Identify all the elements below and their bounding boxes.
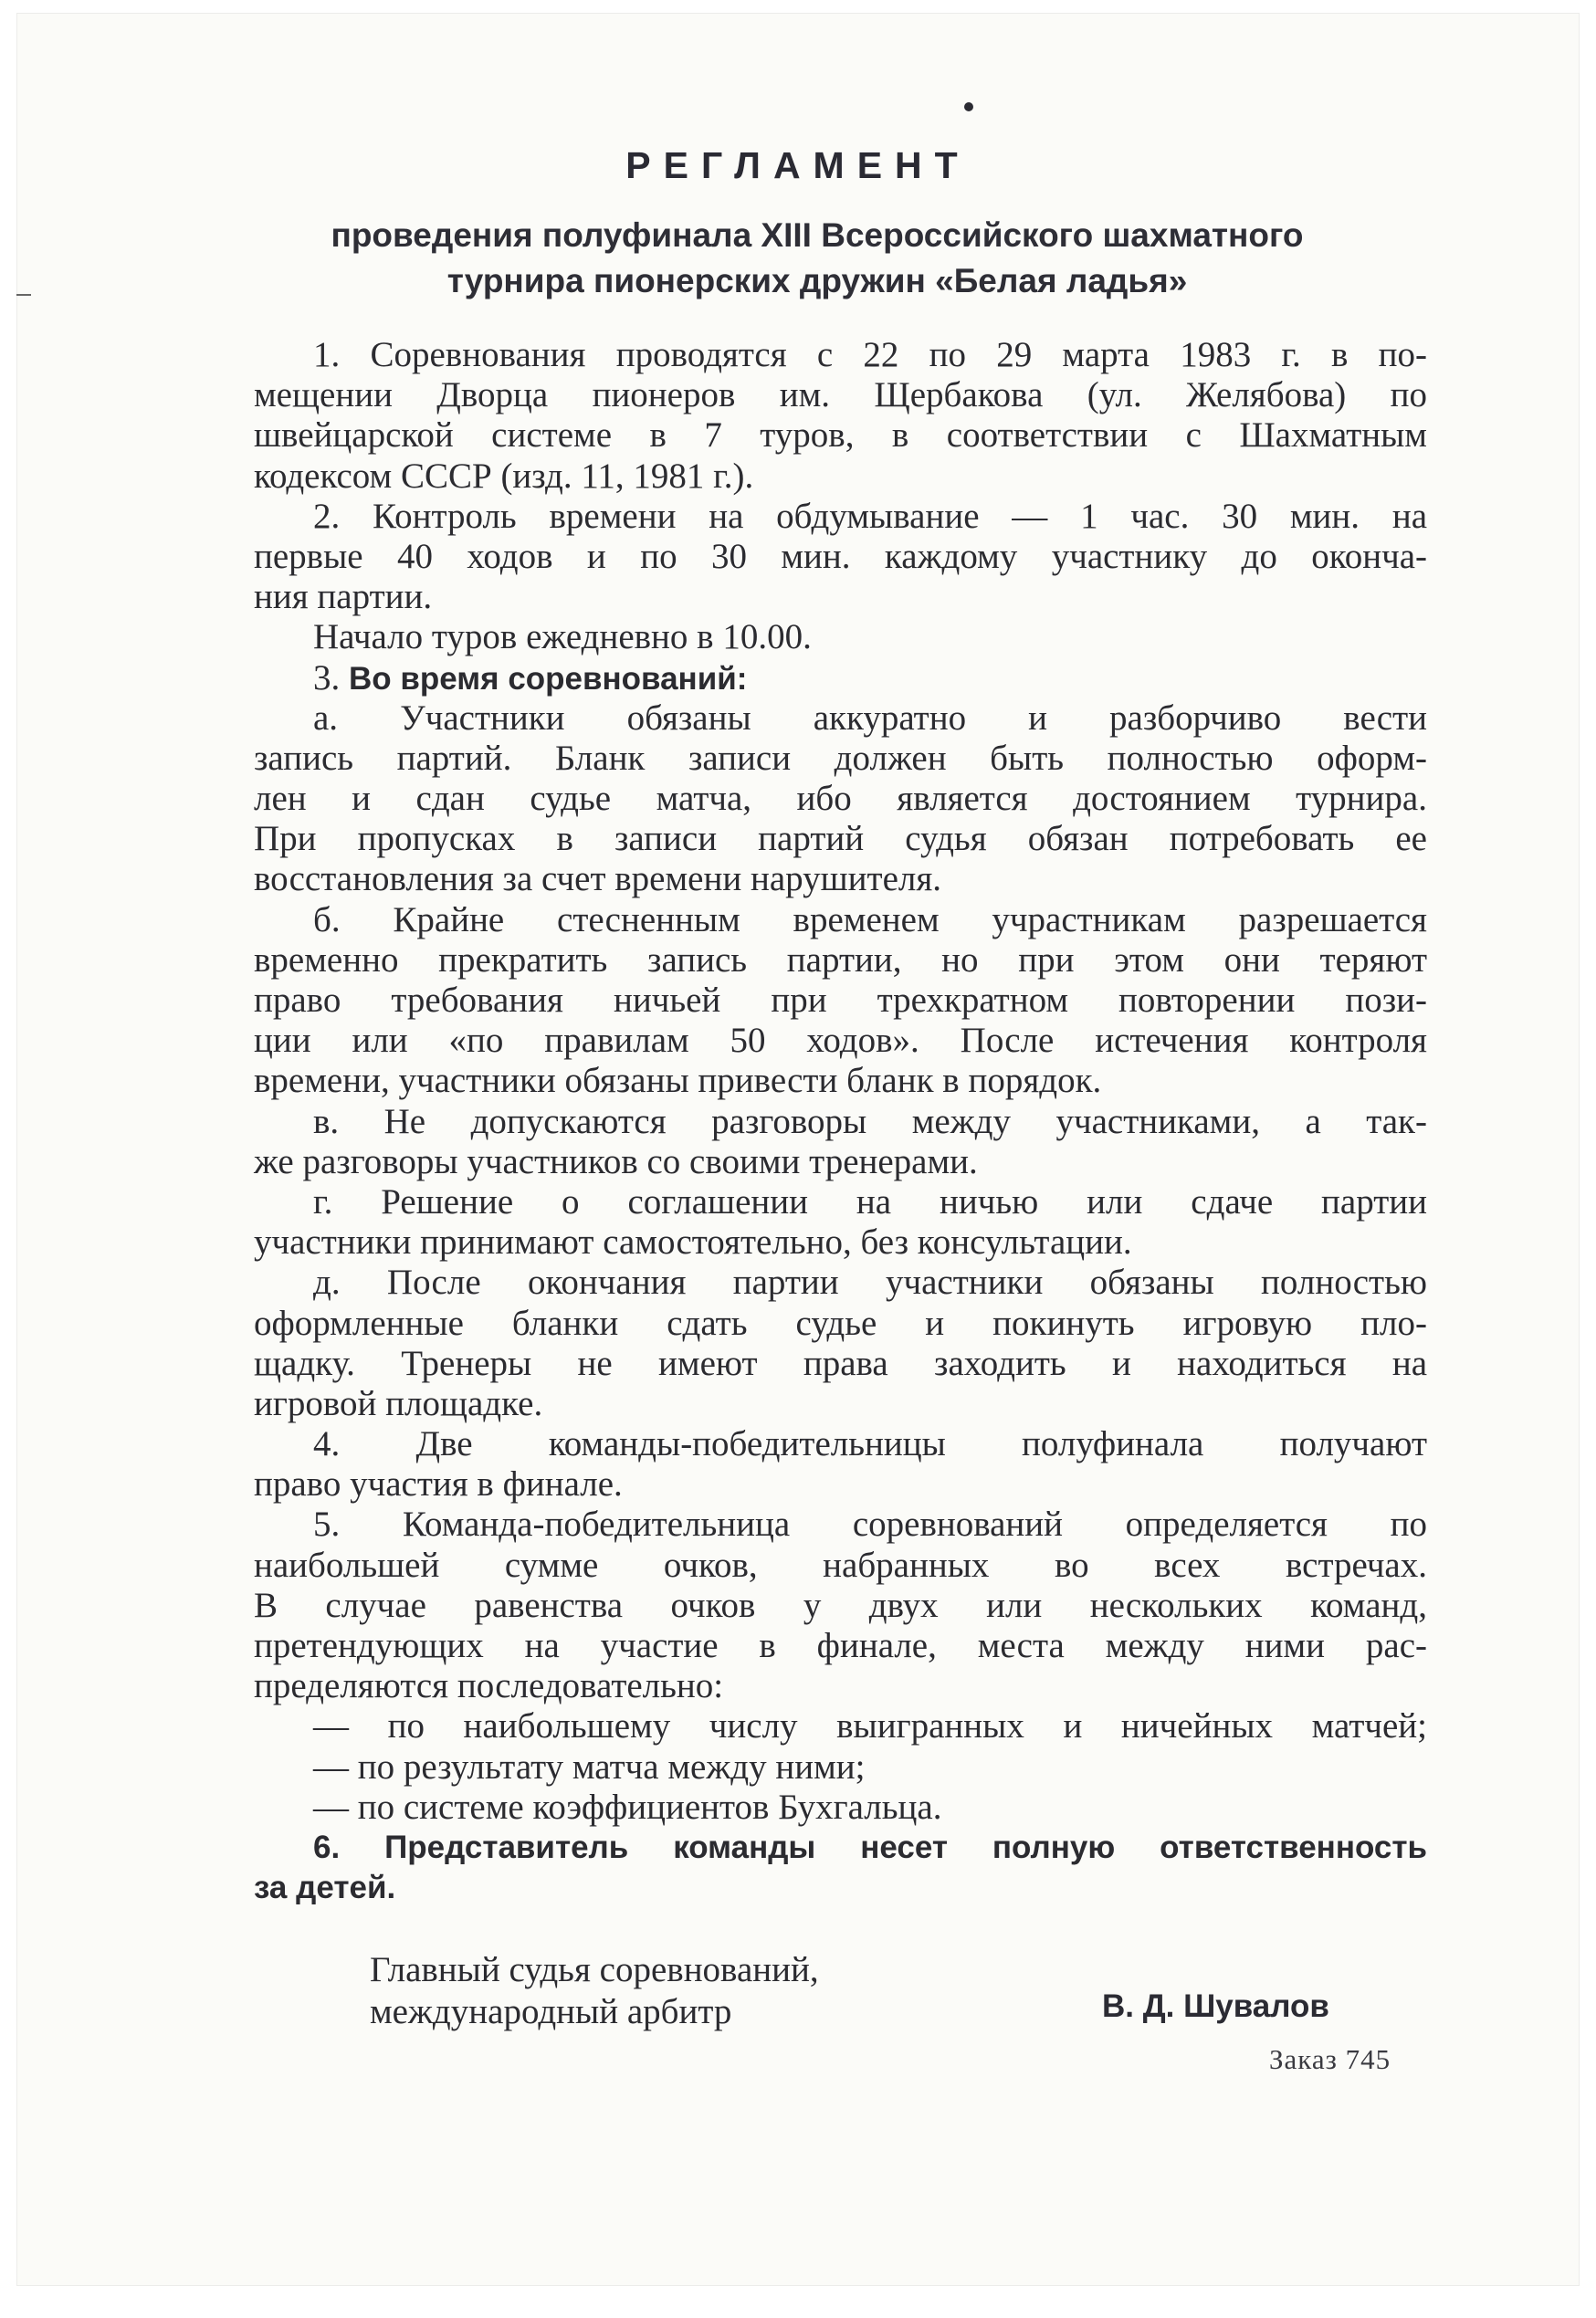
body-line: игровой площадке. [254, 1383, 543, 1423]
body-line: в. Не допускаются разговоры между участниками, а так- [313, 1101, 1427, 1141]
body-line: же разговоры участников со своими тренерами. [254, 1141, 978, 1181]
body-line: мещении Дворца пионеров им. Щербакова (ул. Желябова) по [254, 375, 1427, 415]
body-line: право требования ничьей при трехкратном повторении пози- [254, 981, 1427, 1020]
section-heading-text: Во время соревнований: [349, 660, 748, 697]
body-line: временно прекратить запись партии, но при этом они теряют [254, 939, 1427, 980]
body-line: щадку. Тренеры не имеют права заходить и находиться на [254, 1343, 1427, 1383]
signature-role-line: Главный судья соревнований, [370, 1950, 819, 1989]
body-line: времени, участники обязаны привести бланк в порядок. [254, 1061, 1102, 1101]
body-line: восстановления за счет времени нарушителя. [254, 859, 942, 899]
body-line: д. После окончания партии участники обязаны полностью [313, 1263, 1427, 1303]
signature-name: В. Д. Шувалов [1102, 1988, 1329, 2024]
body-line: б. Крайне стесненным временем учрастникам разрешается [313, 899, 1427, 939]
body-line: 5. Команда-победительница соревнований определяется по [313, 1505, 1427, 1545]
list-item: — по наибольшему числу выигранных и ничейных матчей; [313, 1706, 1427, 1746]
signature-role [370, 1949, 819, 2033]
document-subtitle [228, 213, 1406, 304]
body-line: оформленные бланки сдать судье и покинуть игровую пло- [254, 1303, 1427, 1343]
body-line: запись партий. Бланк записи должен быть полностью оформ- [254, 738, 1427, 778]
body-line: При пропусках в записи партий судья обязан потребовать ее [254, 819, 1427, 859]
signature-role-line: международный арбитр [370, 1992, 732, 2031]
body-line: наибольшей сумме очков, набранных во всех встречах. [254, 1545, 1427, 1585]
body-line: г. Решение о соглашении на ничью или сдаче партии [313, 1181, 1427, 1222]
body-line: 2. Контроль времени на обдумывание — 1 час. 30 мин. на [313, 496, 1427, 536]
subtitle-line: проведения полуфинала XIII Всероссийского шахматного [331, 216, 1304, 254]
body-line: пределяются последовательно: [254, 1666, 724, 1706]
body-line: участники принимают самостоятельно, без консультации. [254, 1222, 1132, 1263]
document-title: РЕГЛАМЕНТ [625, 144, 971, 186]
body-line: 1. Соревнования проводятся с 22 по 29 марта 1983 г. в по- [313, 335, 1427, 374]
body-line: а. Участники обязаны аккуратно и разборчиво вести [313, 697, 1427, 738]
body-line: 4. Две команды-победительницы полуфинала получают [313, 1424, 1427, 1464]
edge-mark [16, 294, 31, 296]
body-line: кодексом СССР (изд. 11, 1981 г.). [254, 456, 754, 496]
ink-speck [964, 102, 973, 111]
body-line: первые 40 ходов и по 30 мин. каждому участнику до оконча- [254, 536, 1427, 576]
body-line: ции или «по правилам 50 ходов». После истечения контроля [254, 1021, 1427, 1061]
body-line: право участия в финале. [254, 1464, 623, 1505]
regulation-body [254, 335, 1427, 1908]
body-line-bold: за детей. [254, 1870, 396, 1906]
body-line: В случае равенства очков у двух или нескольких команд, [254, 1585, 1427, 1625]
section-heading [254, 658, 1427, 698]
section-number: 3. [313, 657, 341, 697]
list-item: — по системе коэффициентов Бухгальца. [313, 1787, 942, 1827]
list-item: — по результату матча между ними; [313, 1746, 866, 1787]
subtitle-line: турнира пионерских дружин «Белая ладья» [446, 262, 1188, 299]
body-line: Начало туров ежедневно в 10.00. [313, 617, 812, 657]
body-line: лен и сдан судье матча, ибо является достоянием турнира. [254, 779, 1427, 819]
order-number: Заказ 745 [1269, 2043, 1391, 2075]
body-line: ния партии. [254, 577, 433, 617]
body-line: претендующих на участие в финале, места между ними рас- [254, 1626, 1427, 1665]
body-line-bold: 6. Представитель команды несет полную ответственность [313, 1829, 1427, 1865]
body-line: швейцарской системе в 7 туров, в соответствии с Шахматным [254, 415, 1427, 456]
